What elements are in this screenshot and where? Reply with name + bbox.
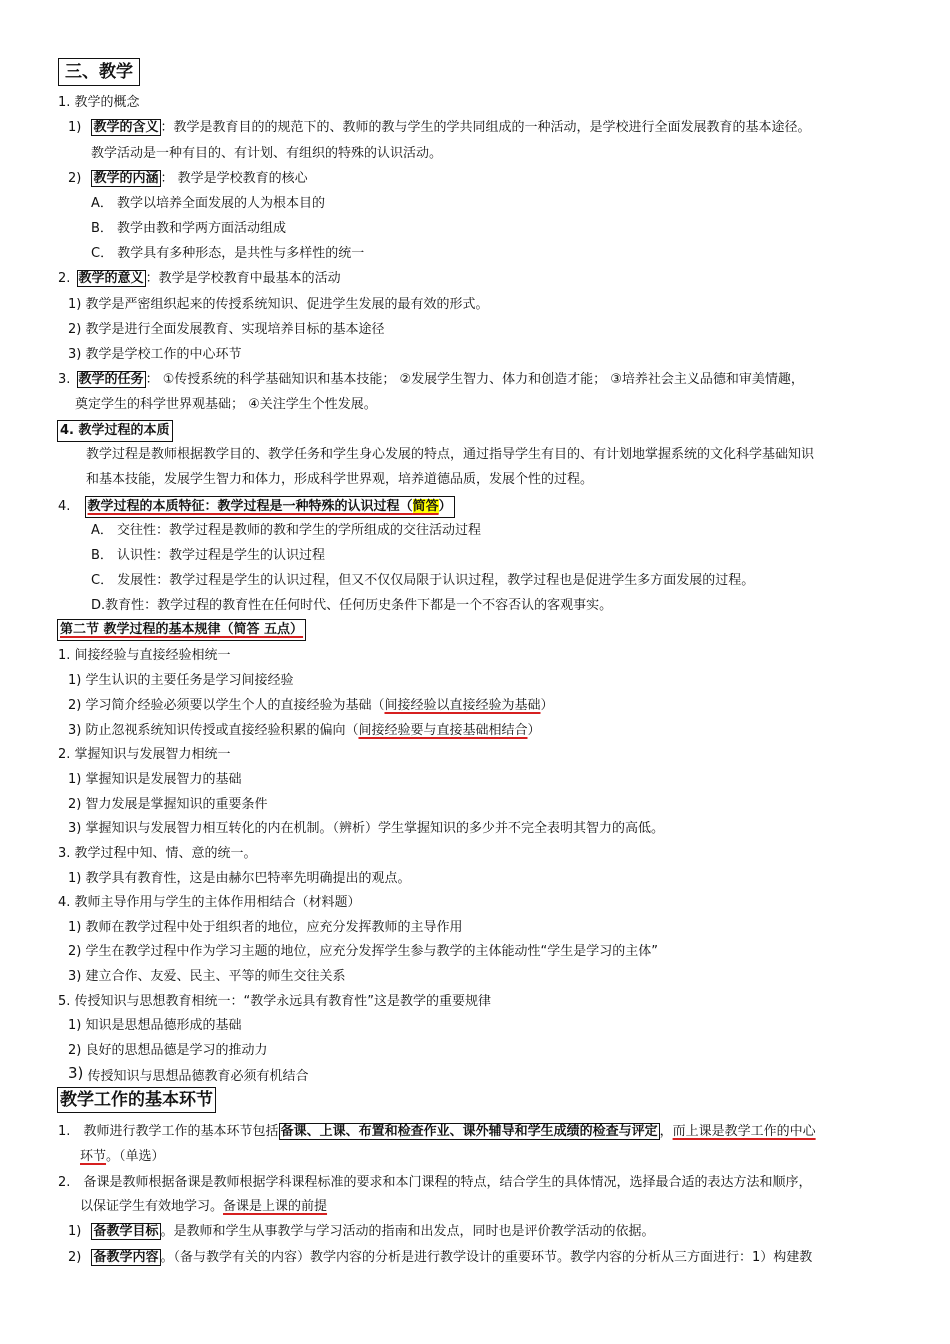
list-item: 2) 学生在教学过程中作为学习主题的地位，应充分发挥学生参与教学的主体能动性“学生是学习的主体” <box>68 944 658 959</box>
list-item: 1) 教学具有教育性，这是由赫尔巴特率先明确提出的观点。 <box>68 871 411 886</box>
steps-box: 备课、上课、布置和检查作业、课外辅导和学生成绩的检查与评定 <box>280 1124 658 1139</box>
section-heading-teaching-work: 教学工作的基本环节 <box>57 1087 216 1117</box>
feature-box: 教学过程的本质特征：教学过程是一种特殊的认识过程（简答） <box>85 496 455 518</box>
section-title: 三、教学 <box>58 58 140 88</box>
list-item: 3) 建立合作、友爱、民主、平等的师生交往关系 <box>68 969 346 984</box>
list-item: B． 教学由教和学两方面活动组成 <box>91 221 287 236</box>
list-item: 2) 教学是进行全面发展教育、实现培养目标的基本途径 <box>68 322 385 337</box>
line-concept: 1. 教学的概念 <box>58 95 140 110</box>
list-item: 3. 教学过程中知、情、意的统一。 <box>58 846 257 861</box>
line-tasks-cont: 奠定学生的科学世界观基础； ④关注学生个性发展。 <box>75 397 377 412</box>
term-box: 备教学目标 <box>93 1224 159 1239</box>
paragraph-line: 教学过程是教师根据教学目的、教学任务和学生身心发展的特点，通过指导学生有目的、有计划地掌握系统的文化科学基础知识 <box>86 447 815 462</box>
line-lesson-prep-cont: 以保证学生有效地学习。备课是上课的前提 <box>80 1199 328 1214</box>
list-item: 2. 掌握知识与发展智力相统一 <box>58 747 231 762</box>
list-item: 2) 学习简介经验必须要以学生个人的直接经验为基础（间接经验以直接经验为基础） <box>68 698 554 713</box>
list-item: D.教育性：教学过程的教育性在任何时代、任何历史条件下都是一个不容否认的客观事实。 <box>91 598 613 613</box>
list-item: 3) 教学是学校工作的中心环节 <box>68 347 242 362</box>
term-box: 备教学内容 <box>93 1250 159 1265</box>
list-item: 3) 传授知识与思想品德教育必须有机结合 <box>68 1064 309 1084</box>
line-essence-feature: 4. 教学过程的本质特征：教学过程是一种特殊的认识过程（简答） <box>58 496 455 518</box>
line-significance: 2. 教学的意义 ：教学是学校教育中最基本的活动 <box>58 271 341 286</box>
line-connotation: 2) 教学的内涵 ： 教学是学校教育的核心 <box>68 171 308 186</box>
list-item: B． 认识性：教学过程是学生的认识过程 <box>91 548 326 563</box>
list-item: C． 发展性：教学过程是学生的认识过程，但又不仅仅局限于认识过程，教学过程也是促进学生多方面发展的过程。 <box>91 573 755 588</box>
list-item: 4. 教师主导作用与学生的主体作用相结合（材料题） <box>58 895 361 910</box>
list-item: 1) 学生认识的主要任务是学习间接经验 <box>68 673 294 688</box>
line-lesson-prep: 2. 备课是教师根据备课是教师根据学科课程标准的要求和本门课程的特点，结合学生的具体情况，选择最合适的表达方法和顺序， <box>58 1175 812 1190</box>
list-item: 5. 传授知识与思想教育相统一：“教学永远具有教育性”这是教学的重要规律 <box>58 994 492 1009</box>
line-tasks: 3. 教学的任务 ： ①传授系统的科学基础知识和基本技能； ②发展学生智力、体力和创造才能； ③培养社会主义品德和审美情趣， <box>58 372 804 387</box>
list-item: 1) 知识是思想品德形成的基础 <box>68 1018 242 1033</box>
term-box: 教学的含义 <box>93 120 159 135</box>
list-item: A． 交往性：教学过程是教师的教和学生的学所组成的交往活动过程 <box>91 523 482 538</box>
term-box: 教学的任务 <box>78 372 144 387</box>
list-item: 2) 良好的思想品德是学习的推动力 <box>68 1043 268 1058</box>
subheading-laws: 第二节 教学过程的基本规律（简答 五点） <box>57 619 306 641</box>
list-item: 1) 教学是严密组织起来的传授系统知识、促进学生发展的最有效的形式。 <box>68 297 489 312</box>
line-prep-content: 2) 备教学内容 。（备与教学有关的内容）教学内容的分析是进行教学设计的重要环节。教学内容的分析从三方面进行：1）构建教 <box>68 1250 813 1265</box>
list-item: 2) 智力发展是掌握知识的重要条件 <box>68 797 268 812</box>
list-item: 1) 教师在教学过程中处于组织者的地位，应充分发挥教师的主导作用 <box>68 920 463 935</box>
line-definition: 1) 教学的含义 ：教学是教育目的的规范下的、教师的教与学生的学共同组成的一种活动，是学校进行全面发展教育的基本途径。 <box>68 120 811 135</box>
list-item: C． 教学具有多种形态，是共性与多样性的统一 <box>91 246 365 261</box>
line-basic-steps-cont: 环节。（单选） <box>80 1149 165 1164</box>
highlight-answer: 简答 <box>412 499 439 514</box>
term-box: 教学的意义 <box>78 271 144 286</box>
paragraph-line: 和基本技能，发展学生智力和体力，形成科学世界观，培养道德品质，发展个性的过程。 <box>86 472 594 487</box>
line-basic-steps: 1. 教师进行教学工作的基本环节包括 备课、上课、布置和检查作业、课外辅导和学生成绩的检查与评定 ，而上课是教学工作的中心 <box>58 1124 816 1139</box>
line-prep-goals: 1) 备教学目标 。是教师和学生从事教学与学习活动的指南和出发点，同时也是评价教学活动的依据。 <box>68 1224 655 1239</box>
list-item: 3) 掌握知识与发展智力相互转化的内在机制。（辨析）学生掌握知识的多少并不完全表明其智力的高低。 <box>68 821 664 836</box>
subheading-essence: 4. 教学过程的本质 <box>57 420 173 442</box>
line-definition-cont: 教学活动是一种有目的、有计划、有组织的特殊的认识活动。 <box>91 146 443 161</box>
list-item: A． 教学以培养全面发展的人为根本目的 <box>91 196 326 211</box>
list-item: 1) 掌握知识是发展智力的基础 <box>68 772 242 787</box>
list-item: 1. 间接经验与直接经验相统一 <box>58 648 231 663</box>
term-box: 教学的内涵 <box>93 171 159 186</box>
list-item: 3) 防止忽视系统知识传授或直接经验积累的偏向（间接经验要与直接基础相结合） <box>68 723 541 738</box>
